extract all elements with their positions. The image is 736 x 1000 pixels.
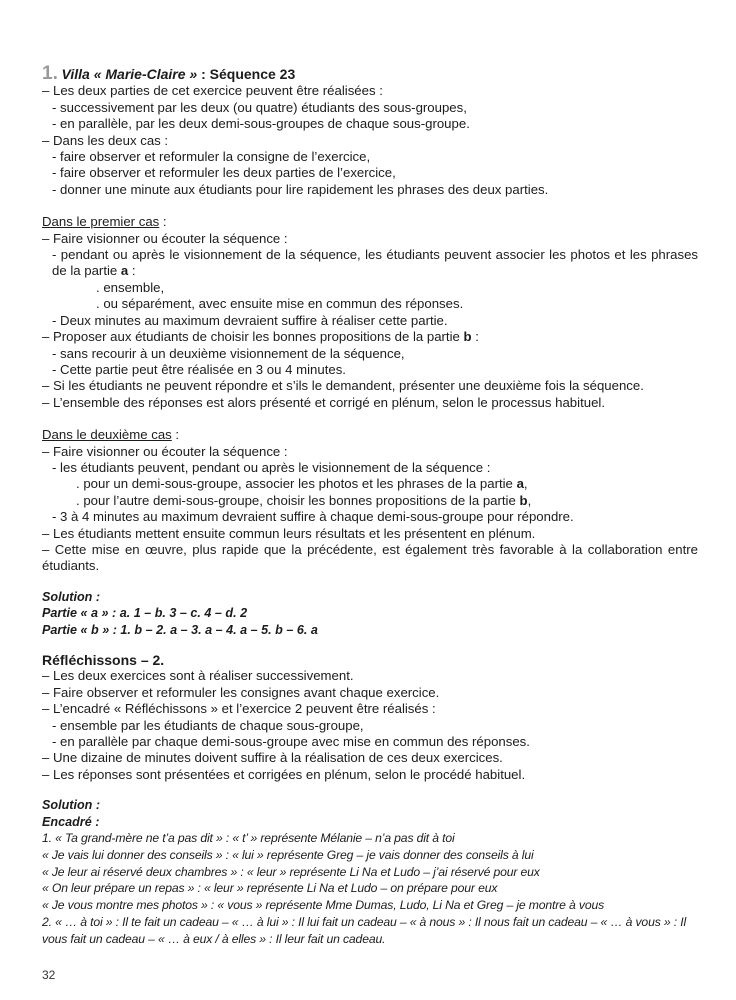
intro-line: - faire observer et reformuler la consigne de l’exercice, (52, 149, 371, 165)
page-number: 32 (42, 968, 56, 982)
solution-part-b: Partie « b » : 1. b – 2. a – 3. a – 4. a – 5. b – 6. a (42, 622, 318, 637)
case1-line: - pendant ou après le visionnement de la séquence, les étudiants peuvent associer les photos et les phrases de la partie a : (52, 247, 698, 279)
case1-line: . ensemble, (96, 279, 165, 295)
solution-part-a: Partie « a » : a. 1 – b. 3 – c. 4 – d. 2 (42, 606, 248, 621)
page-content (42, 63, 698, 948)
case1-line: - sans recourir à un deuxième visionnement de la séquence, (52, 345, 405, 361)
intro-line: - en parallèle, par les deux demi-sous-groupes de chaque sous-groupe. (52, 116, 470, 132)
solution-label: Solution : (42, 589, 101, 604)
exercise-title-rest: : Séquence 23 (197, 66, 296, 82)
intro-line: - faire observer et reformuler les deux parties de l’exercice, (52, 165, 396, 181)
case2-heading: Dans le deuxième cas : (42, 427, 180, 443)
reflechissons-line: – Les deux exercices sont à réaliser successivement. (42, 668, 354, 684)
case2-line: - 3 à 4 minutes au maximum devraient suffire à chaque demi-sous-groupe pour répondre. (52, 509, 574, 525)
solution-line: « Je vais lui donner des conseils » : « lui » représente Greg – je vais donner des conseils à lui (42, 847, 534, 862)
case2-line: – Faire visionner ou écouter la séquence : (42, 443, 288, 459)
exercise-title (42, 63, 698, 84)
case1-line: – L’ensemble des réponses est alors présenté et corrigé en plénum, selon le processus habituel. (42, 394, 605, 410)
case1-line: – Si les étudiants ne peuvent répondre et s’ils le demandent, présenter une deuxième fois la séquence. (42, 378, 644, 394)
case2-line: – Cette mise en œuvre, plus rapide que la précédente, est également très favorable à la collaboration entre étudiants. (42, 541, 698, 574)
solution-line: 1. « Ta grand-mère ne t’a pas dit » : « t’ » représente Mélanie – n’a pas dit à toi (42, 831, 455, 846)
case1-line: - Deux minutes au maximum devraient suffire à réaliser cette partie. (52, 312, 448, 328)
reflechissons-line: - ensemble par les étudiants de chaque sous-groupe, (52, 717, 364, 733)
reflechissons-title: Réfléchissons – 2. (42, 652, 165, 668)
case2-line: . pour l’autre demi-sous-groupe, choisir les bonnes propositions de la partie b, (76, 492, 532, 508)
case1-line: - Cette partie peut être réalisée en 3 ou 4 minutes. (52, 361, 346, 377)
reflechissons-line: – Une dizaine de minutes doivent suffire à la réalisation de ces deux exercices. (42, 750, 503, 766)
reflechissons-line: – Les réponses sont présentées et corrigées en plénum, selon le procédé habituel. (42, 766, 526, 782)
case1-line: – Faire visionner ou écouter la séquence : (42, 230, 288, 246)
intro-line: – Dans les deux cas : (42, 132, 169, 148)
intro-line: - successivement par les deux (ou quatre) étudiants des sous-groupes, (52, 99, 467, 115)
case2-line: – Les étudiants mettent ensuite commun leurs résultats et les présentent en plénum. (42, 525, 536, 541)
encadre-label: Encadré : (42, 814, 100, 829)
case1-line: . ou séparément, avec ensuite mise en commun des réponses. (96, 296, 464, 312)
reflechissons-line: – Faire observer et reformuler les consignes avant chaque exercice. (42, 684, 440, 700)
exercise-number: 1. (42, 63, 58, 84)
intro-line: - donner une minute aux étudiants pour lire rapidement les phrases des deux parties. (52, 181, 549, 197)
exercise-title-italic: Villa « Marie-Claire » (61, 66, 198, 82)
case1-line: – Proposer aux étudiants de choisir les bonnes propositions de la partie b : (42, 329, 479, 345)
reflechissons-solution-label: Solution : (42, 798, 101, 813)
case2-line: . pour un demi-sous-groupe, associer les photos et les phrases de la partie a, (76, 476, 528, 492)
reflechissons-line: - en parallèle par chaque demi-sous-groupe avec mise en commun des réponses. (52, 734, 530, 750)
solution-line: « On leur prépare un repas » : « leur » représente Li Na et Ludo – on prépare pour eux (42, 881, 498, 896)
solution-line: « Je leur ai réservé deux chambres » : « leur » représente Li Na et Ludo – j’ai réservé pour eux (42, 864, 540, 879)
case1-heading: Dans le premier cas : (42, 214, 167, 230)
reflechissons-line: – L’encadré « Réfléchissons » et l’exercice 2 peuvent être réalisés : (42, 701, 436, 717)
solution-line: 2. « … à toi » : Il te fait un cadeau – « … à lui » : Il lui fait un cadeau – « à nous » : Il nous fait un cadeau – « … à vous » : Il vous fait un cadeau – « … à eux / à elles » : Il leur fait un cadeau. (42, 915, 687, 946)
intro-line: – Les deux parties de cet exercice peuvent être réalisées : (42, 83, 383, 99)
solution-line: « Je vous montre mes photos » : « vous » représente Mme Dumas, Ludo, Li Na et Greg – je montre à vous (42, 898, 605, 913)
case2-line: - les étudiants peuvent, pendant ou après le visionnement de la séquence : (52, 459, 491, 475)
